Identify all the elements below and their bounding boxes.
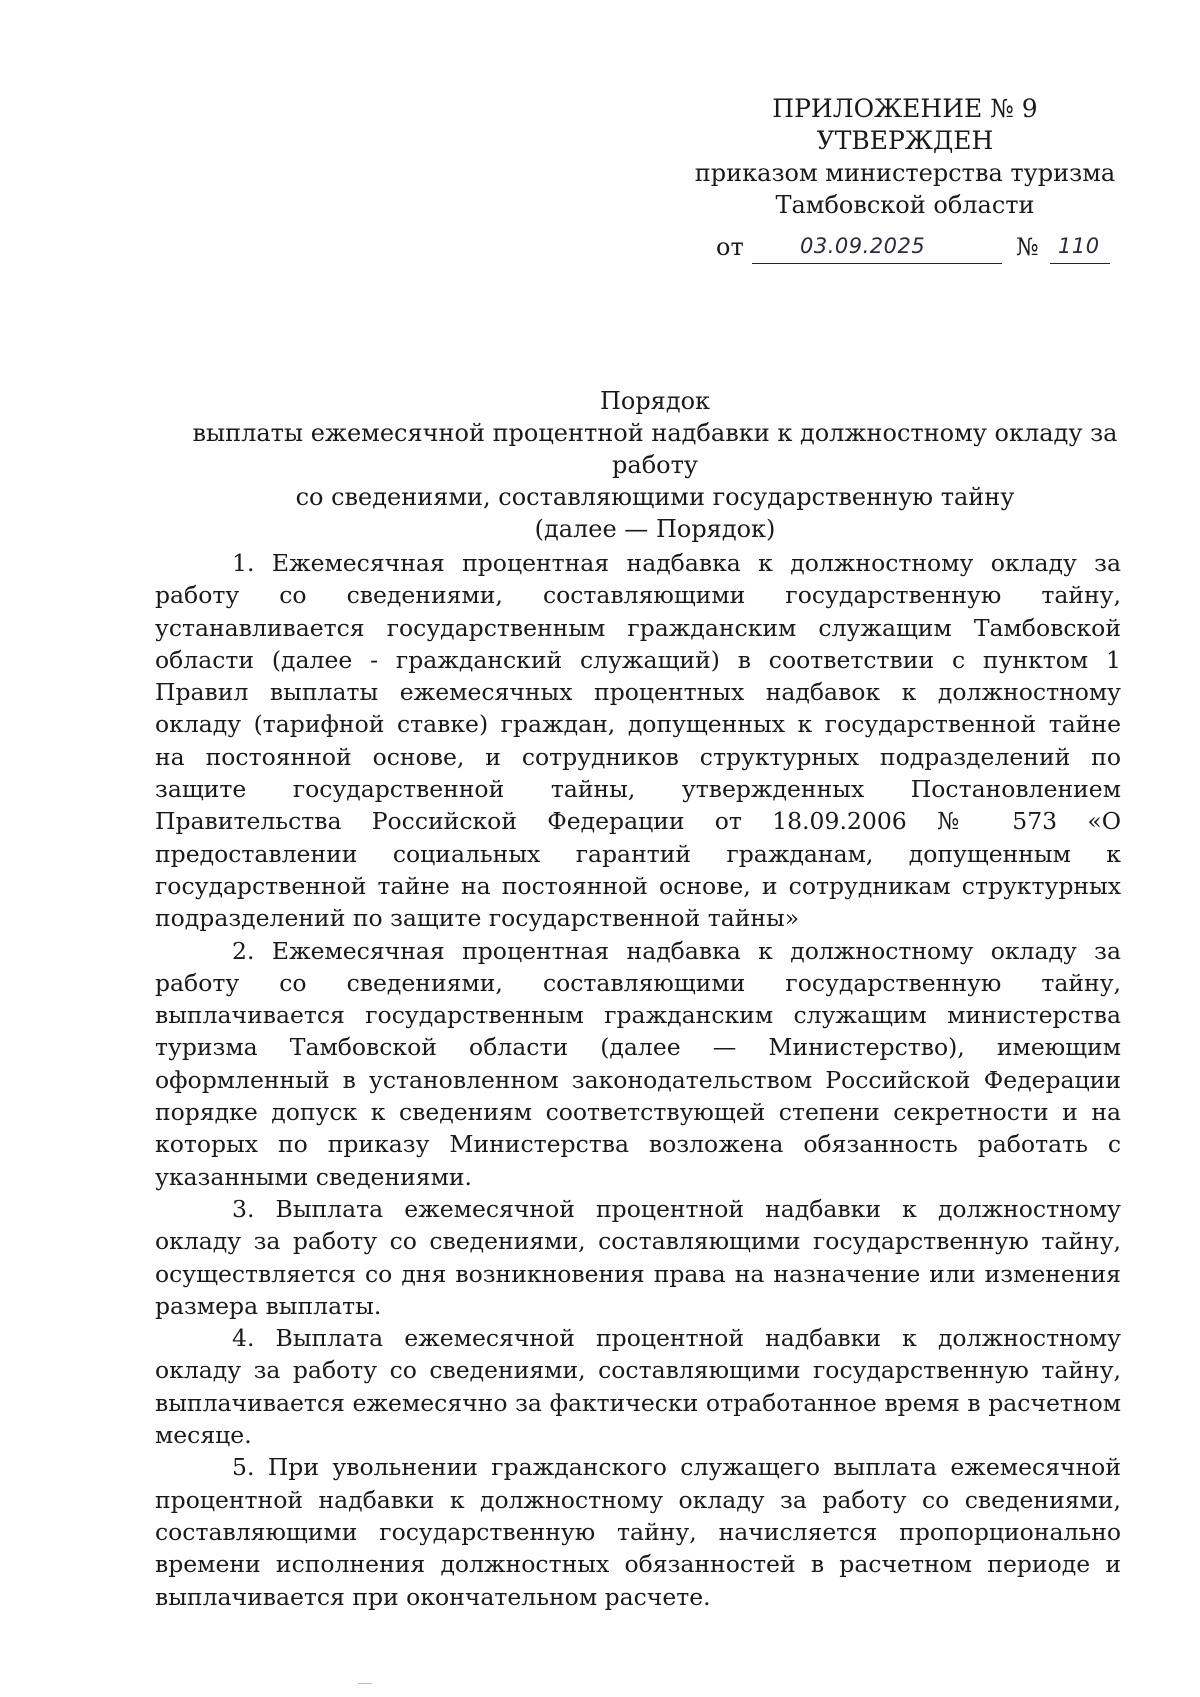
paragraph-3: 3. Выплата ежемесячной процентной надбавки к должностному окладу за работу со сведениями, составляющими государственную тайну, осуществляется со дня возникновения права на назначение или изменения размера выплаты. (155, 1194, 1121, 1320)
paragraph-1: 1. Ежемесячная процентная надбавка к должностному окладу за работу со сведениями, составляющими государственную тайну, устанавливается государственным гражданским служащим Тамбовской области (далее - гражданский служащий) в соответствии с пунктом 1 Правил выплаты ежемесячных процентных надбавок к должностному окладу (тарифной ставке) граждан, допущенных к государственной тайне на постоянной основе, и сотрудников структурных подразделений по защите государственной тайны, утвержденных Постановлением Правительства Российской Федерации от 18.09.2006 № 573 «О предоставлении социальных гарантий гражданам, допущенным к государственной тайне на постоянной основе, и сотрудникам структурных подразделений по защите государственной тайны» (155, 549, 1121, 933)
from-label: от (716, 233, 744, 261)
annex-number: ПРИЛОЖЕНИЕ № 9 (772, 94, 1038, 123)
title-line-4: (далее — Порядок) (534, 515, 776, 543)
approved-label: УТВЕРЖДЕН (816, 126, 994, 155)
document-body (155, 547, 1121, 1613)
order-issuer-line2: Тамбовской области (775, 191, 1035, 219)
number-sign: № (1016, 233, 1039, 261)
approval-header (690, 93, 1120, 221)
order-date-field (752, 233, 1002, 264)
order-reference (716, 231, 1116, 265)
scan-artifact (358, 1683, 372, 1684)
order-number: 110 (1058, 234, 1100, 258)
order-number-field (1050, 233, 1110, 264)
title-line-1: Порядок (599, 387, 711, 415)
title-line-3: со сведениями, составляющими государственную тайну (295, 483, 1015, 511)
paragraph-5: 5. При увольнении гражданского служащего выплата ежемесячной процентной надбавки к должностному окладу за работу со сведениями, составляющими государственную тайну, начисляется пропорционально времени исполнения должностных обязанностей в расчетном периоде и выплачивается при окончательном расчете. (155, 1453, 1121, 1611)
order-issuer-line1: приказом министерства туризма (694, 159, 1116, 187)
order-date: 03.09.2025 (800, 234, 926, 258)
title-line-2: выплаты ежемесячной процентной надбавки к должностному окладу за работу (192, 419, 1118, 479)
paragraph-4: 4. Выплата ежемесячной процентной надбавки к должностному окладу за работу со сведениями, составляющими государственную тайну, выплачивается ежемесячно за фактически отработанное время в расчетном месяце. (155, 1324, 1121, 1450)
document-title (155, 385, 1155, 545)
paragraph-2: 2. Ежемесячная процентная надбавка к должностному окладу за работу со сведениями, составляющими государственную тайну, выплачивается государственным гражданским служащим министерства туризма Тамбовской области (далее — Министерство), имеющим оформленный в установленном законодательством Российской Федерации порядке допуск к сведениям соответствующей степени секретности и на которых по приказу Министерства возложена обязанность работать с указанными сведениями. (155, 936, 1121, 1191)
